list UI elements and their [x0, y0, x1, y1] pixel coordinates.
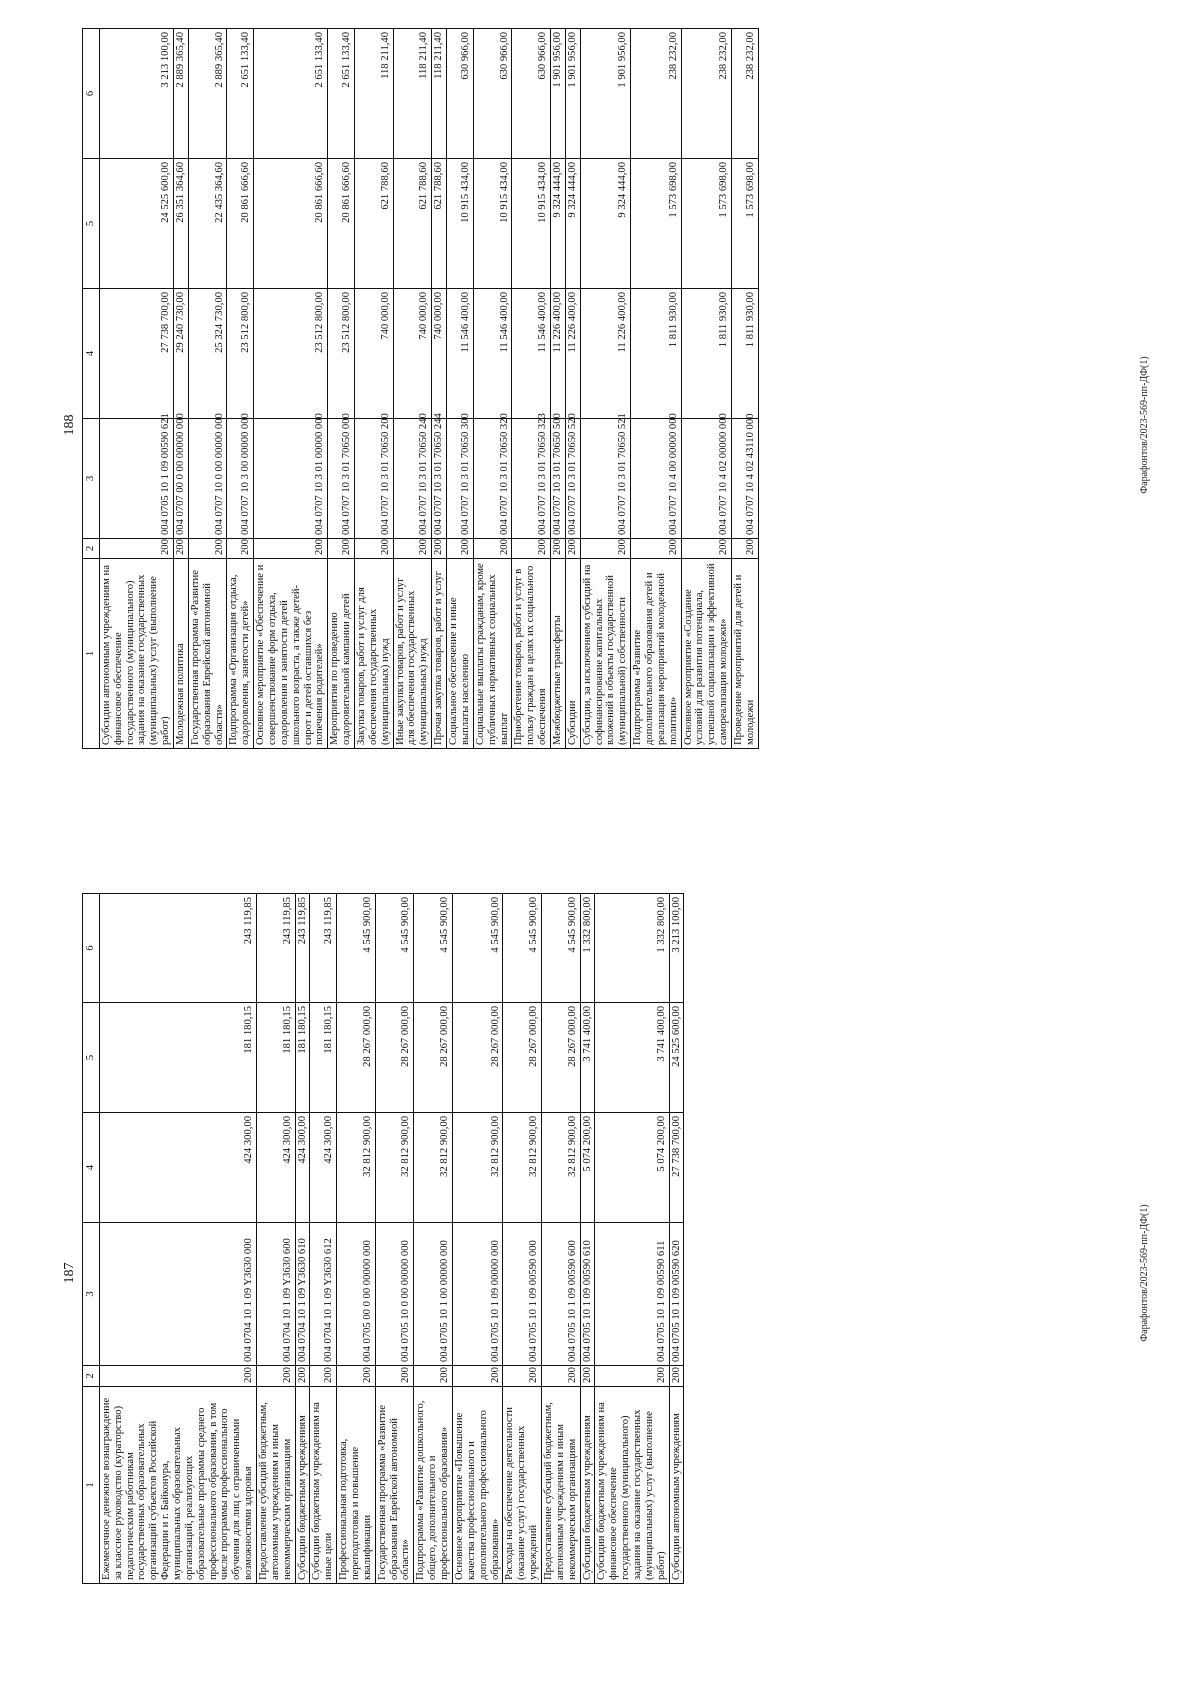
row-amount-cell: 3 741 400,00 — [595, 1003, 669, 1113]
row-amount-cell: 238 232,00 — [631, 29, 681, 159]
row-amount-cell: 32 812 900,00 — [337, 1113, 376, 1223]
row-name-cell: Субсидии автономным учреждениям на финансовое обеспечение государственного (муниципального) задания на оказание государственных (муниципальных) услуг (выполнение работ) — [99, 559, 173, 749]
row-name-cell: Предоставление субсидий бюджетным, автономным учреждениям и иным некоммерческим организациям — [257, 1387, 296, 1584]
table-row — [452, 894, 502, 1584]
row-kbk-cell: 004 0704 10 1 09 Y3630 612 — [310, 1223, 337, 1366]
header-row — [83, 894, 100, 1584]
row-amount-cell: 26 351 364,60 — [174, 159, 189, 289]
row-kbk-cell: 004 0705 10 1 09 00590 621 — [99, 419, 173, 539]
row-amount-cell: 11 546 400,00 — [512, 289, 551, 419]
row-amount-cell: 2 651 133,40 — [254, 29, 328, 159]
row-amount-cell: 3 741 400,00 — [580, 1003, 595, 1113]
row-amount-cell: 32 812 900,00 — [452, 1113, 502, 1223]
row-amount-cell: 1 901 956,00 — [565, 29, 580, 159]
row-kbk-cell: 004 0707 10 3 01 70650 521 — [580, 419, 630, 539]
row-kbk-cell: 004 0705 10 1 09 00590 620 — [669, 1223, 684, 1366]
row-code-cell: 200 — [310, 1366, 337, 1387]
row-amount-cell: 4 545 900,00 — [414, 894, 453, 1003]
row-kbk-cell: 004 0705 10 1 09 00590 611 — [595, 1223, 669, 1366]
table-row — [414, 894, 453, 1584]
row-kbk-cell: 004 0707 10 3 01 70650 500 — [550, 419, 565, 539]
table-row — [337, 894, 376, 1584]
row-name-cell: Проведение мероприятий для детей и молодежи — [731, 559, 758, 749]
row-amount-cell: 243 119,85 — [99, 894, 256, 1003]
col-header: 2 — [83, 539, 100, 559]
col-header: 4 — [83, 289, 100, 419]
col-header: 2 — [83, 1366, 100, 1387]
row-kbk-cell: 004 0705 10 1 00 00000 000 — [414, 1223, 453, 1366]
table-row — [99, 894, 256, 1584]
row-amount-cell: 28 267 000,00 — [503, 1003, 542, 1113]
col-header: 3 — [83, 1223, 100, 1366]
row-amount-cell: 740 000,00 — [393, 289, 432, 419]
row-name-cell: Мероприятия по проведению оздоровительной кампании детей — [328, 559, 355, 749]
col-header: 1 — [83, 1387, 100, 1584]
row-name-cell: Государственная программа «Развитие образования Еврейской автономной области» — [188, 559, 227, 749]
row-amount-cell: 621 788,60 — [393, 159, 432, 289]
row-name-cell: Приобретение товаров, работ и услуг в пользу граждан в целях их социального обеспечения — [512, 559, 551, 749]
row-amount-cell: 3 213 100,00 — [669, 894, 684, 1003]
row-amount-cell: 24 525 600,00 — [669, 1003, 684, 1113]
row-name-cell: Расходы на обеспечение деятельности (оказание услуг) государственных учреждений — [503, 1387, 542, 1584]
row-kbk-cell: 004 0704 10 1 09 Y3630 610 — [295, 1223, 310, 1366]
row-amount-cell: 1 573 698,00 — [681, 159, 731, 289]
col-header: 5 — [83, 159, 100, 289]
row-code-cell: 200 — [414, 1366, 453, 1387]
row-amount-cell: 29 240 730,00 — [174, 289, 189, 419]
row-kbk-cell: 004 0704 10 1 09 Y3630 000 — [99, 1223, 256, 1366]
col-header: 3 — [83, 419, 100, 539]
col-header: 1 — [83, 559, 100, 749]
row-kbk-cell: 004 0707 10 3 01 70650 320 — [473, 419, 512, 539]
row-kbk-cell: 004 0707 10 3 01 70650 323 — [512, 419, 551, 539]
row-amount-cell: 3 213 100,00 — [99, 29, 173, 159]
row-amount-cell: 1 811 930,00 — [681, 289, 731, 419]
row-kbk-cell: 004 0707 10 4 00 00000 000 — [631, 419, 681, 539]
table-row — [174, 29, 189, 749]
row-kbk-cell: 004 0707 10 3 01 70650 000 — [328, 419, 355, 539]
row-amount-cell: 27 738 700,00 — [669, 1113, 684, 1223]
table-row — [512, 29, 551, 749]
table-row — [188, 29, 227, 749]
row-amount-cell: 630 966,00 — [473, 29, 512, 159]
row-code-cell: 200 — [355, 539, 394, 559]
document-footer: Фарафонтов/2023-569-пп-ДФ(1) — [1139, 356, 1150, 494]
row-amount-cell: 424 300,00 — [310, 1113, 337, 1223]
page-188 — [0, 1, 1200, 849]
row-amount-cell: 32 812 900,00 — [541, 1113, 580, 1223]
row-code-cell: 200 — [447, 539, 474, 559]
row-amount-cell: 28 267 000,00 — [375, 1003, 414, 1113]
row-amount-cell: 24 525 600,00 — [99, 159, 173, 289]
row-amount-cell: 2 889 365,40 — [174, 29, 189, 159]
row-kbk-cell: 004 0707 10 3 01 70650 300 — [447, 419, 474, 539]
row-amount-cell: 181 180,15 — [310, 1003, 337, 1113]
row-name-cell: Социальные выплаты гражданам, кроме публичных нормативных социальных выплат — [473, 559, 512, 749]
row-name-cell: Субсидии бюджетным учреждениям на иные цели — [310, 1387, 337, 1584]
row-code-cell: 200 — [580, 1366, 595, 1387]
row-kbk-cell: 004 0705 10 1 09 00000 000 — [452, 1223, 502, 1366]
row-amount-cell: 25 324 730,00 — [188, 289, 227, 419]
row-amount-cell: 424 300,00 — [99, 1113, 256, 1223]
row-name-cell: Государственная программа «Развитие образования Еврейской автономной области» — [375, 1387, 414, 1584]
row-kbk-cell: 004 0705 10 1 09 00590 600 — [541, 1223, 580, 1366]
row-amount-cell: 32 812 900,00 — [414, 1113, 453, 1223]
row-amount-cell: 1 901 956,00 — [550, 29, 565, 159]
table-row — [227, 29, 254, 749]
table-row — [254, 29, 328, 749]
row-kbk-cell: 004 0707 10 4 02 00000 000 — [681, 419, 731, 539]
table-row — [257, 894, 296, 1584]
row-amount-cell: 4 545 900,00 — [375, 894, 414, 1003]
row-amount-cell: 118 211,40 — [355, 29, 394, 159]
row-amount-cell: 23 512 800,00 — [328, 289, 355, 419]
row-name-cell: Подпрограмма «Развитие дошкольного, общего, дополнительного и профессионального образования» — [414, 1387, 453, 1584]
row-name-cell: Иные закупки товаров, работ и услуг для обеспечения государственных (муниципальных) нужд — [393, 559, 432, 749]
row-name-cell: Основное мероприятие «Обеспечение и совершенствование форм отдыха, оздоровления и занятости детей школьного возраста, а также детей-сирот и детей оставшихся без попечения родителей» — [254, 559, 328, 749]
row-amount-cell: 2 651 133,40 — [328, 29, 355, 159]
row-amount-cell: 9 324 444,00 — [565, 159, 580, 289]
row-code-cell: 200 — [188, 539, 227, 559]
row-amount-cell: 5 074 200,00 — [580, 1113, 595, 1223]
row-kbk-cell: 004 0707 10 3 01 70650 244 — [432, 419, 447, 539]
table-row — [393, 29, 432, 749]
row-code-cell: 200 — [393, 539, 432, 559]
row-code-cell: 200 — [174, 539, 189, 559]
row-code-cell: 200 — [227, 539, 254, 559]
row-amount-cell: 28 267 000,00 — [452, 1003, 502, 1113]
row-name-cell: Субсидии бюджетным учреждениям — [295, 1387, 310, 1584]
row-code-cell: 200 — [550, 539, 565, 559]
row-name-cell: Подпрограмма «Развитие дополнительного образования детей и реализация мероприятий молодежной политики» — [631, 559, 681, 749]
row-code-cell: 200 — [565, 539, 580, 559]
row-kbk-cell: 004 0707 10 3 01 70650 240 — [393, 419, 432, 539]
table-row — [550, 29, 565, 749]
row-code-cell: 200 — [503, 1366, 542, 1387]
row-code-cell: 200 — [541, 1366, 580, 1387]
row-name-cell: Субсидии бюджетным учреждениям — [580, 1387, 595, 1584]
row-code-cell: 200 — [681, 539, 731, 559]
row-code-cell: 200 — [731, 539, 758, 559]
row-amount-cell: 1 811 930,00 — [731, 289, 758, 419]
row-amount-cell: 11 226 400,00 — [580, 289, 630, 419]
row-amount-cell: 1 901 956,00 — [580, 29, 630, 159]
budget-table — [82, 28, 759, 749]
row-kbk-cell: 004 0705 10 1 09 00590 610 — [580, 1223, 595, 1366]
row-amount-cell: 28 267 000,00 — [541, 1003, 580, 1113]
row-name-cell: Предоставление субсидий бюджетным, автономным учреждениям и иным некоммерческим организациям — [541, 1387, 580, 1584]
table-row — [580, 29, 630, 749]
row-amount-cell: 2 889 365,40 — [188, 29, 227, 159]
row-amount-cell: 9 324 444,00 — [580, 159, 630, 289]
row-name-cell: Основное мероприятие «Создание условий для развития потенциала, успешной социализации и эффективной самореализации молодежи» — [681, 559, 731, 749]
row-name-cell: Закупка товаров, работ и услуг для обеспечения государственных (муниципальных) нужд — [355, 559, 394, 749]
row-amount-cell: 621 788,60 — [432, 159, 447, 289]
table-row — [447, 29, 474, 749]
row-amount-cell: 181 180,15 — [257, 1003, 296, 1113]
row-code-cell: 200 — [99, 1366, 256, 1387]
table-row — [595, 894, 669, 1584]
row-amount-cell: 11 546 400,00 — [447, 289, 474, 419]
row-amount-cell: 5 074 200,00 — [595, 1113, 669, 1223]
row-name-cell: Социальное обеспечение и иные выплаты населению — [447, 559, 474, 749]
row-amount-cell: 4 545 900,00 — [337, 894, 376, 1003]
row-name-cell: Субсидии, за исключением субсидий на софинансирование капитальных вложений в объекты государственной (муниципальной) собственности — [580, 559, 630, 749]
row-amount-cell: 23 512 800,00 — [254, 289, 328, 419]
row-amount-cell: 740 000,00 — [355, 289, 394, 419]
row-kbk-cell: 004 0707 00 0 00 00000 000 — [174, 419, 189, 539]
row-code-cell: 200 — [254, 539, 328, 559]
row-amount-cell: 4 545 900,00 — [452, 894, 502, 1003]
table-row — [375, 894, 414, 1584]
row-kbk-cell: 004 0704 10 1 09 Y3630 600 — [257, 1223, 296, 1366]
row-amount-cell: 28 267 000,00 — [414, 1003, 453, 1113]
row-amount-cell: 4 545 900,00 — [503, 894, 542, 1003]
budget-table — [82, 893, 684, 1584]
row-code-cell: 200 — [452, 1366, 502, 1387]
table-row — [631, 29, 681, 749]
col-header: 6 — [83, 894, 100, 1003]
row-code-cell: 200 — [257, 1366, 296, 1387]
table-row — [681, 29, 731, 749]
row-code-cell: 200 — [432, 539, 447, 559]
row-amount-cell: 4 545 900,00 — [541, 894, 580, 1003]
row-kbk-cell: 004 0707 10 3 01 00000 000 — [254, 419, 328, 539]
row-amount-cell: 424 300,00 — [257, 1113, 296, 1223]
table-row — [99, 29, 173, 749]
row-name-cell: Ежемесячное денежное вознаграждение за классное руководство (кураторство) педагогическим работникам государственных образовательных организаций субъектов Российской Федерации и г. Байконура, муниципальных образовательных организаций, реализующих образовательные программы среднего профессионального образования, в том числе программы профессионального обучения для лиц с ограниченными возможностями здоровья — [99, 1387, 256, 1584]
row-name-cell: Молодежная политика — [174, 559, 189, 749]
table-row — [295, 894, 310, 1584]
table-body — [99, 894, 684, 1584]
row-code-cell: 200 — [375, 1366, 414, 1387]
document-footer: Фарафонтов/2023-569-пп-ДФ(1) — [1139, 1204, 1150, 1342]
row-amount-cell: 20 861 666,60 — [254, 159, 328, 289]
table-row — [565, 29, 580, 749]
row-amount-cell: 11 546 400,00 — [473, 289, 512, 419]
row-amount-cell: 10 915 434,00 — [473, 159, 512, 289]
row-amount-cell: 238 232,00 — [681, 29, 731, 159]
row-amount-cell: 27 738 700,00 — [99, 289, 173, 419]
row-name-cell: Субсидии — [565, 559, 580, 749]
row-amount-cell: 181 180,15 — [295, 1003, 310, 1113]
row-amount-cell: 1 573 698,00 — [631, 159, 681, 289]
table-row — [503, 894, 542, 1584]
row-name-cell: Субсидии автономным учреждениям — [669, 1387, 684, 1584]
row-amount-cell: 22 435 364,60 — [188, 159, 227, 289]
table-row — [473, 29, 512, 749]
row-amount-cell: 2 651 133,40 — [227, 29, 254, 159]
row-amount-cell: 243 119,85 — [257, 894, 296, 1003]
col-header: 4 — [83, 1113, 100, 1223]
row-kbk-cell: 004 0707 10 3 01 70650 200 — [355, 419, 394, 539]
row-amount-cell: 118 211,40 — [432, 29, 447, 159]
table-row — [328, 29, 355, 749]
row-name-cell: Субсидии бюджетным учреждениям на финансовое обеспечение государственного (муниципального) задания на оказание государственных (муниципальных) услуг (выполнение работ) — [595, 1387, 669, 1584]
row-kbk-cell: 004 0705 00 0 00 00000 000 — [337, 1223, 376, 1366]
table-body — [99, 29, 758, 749]
row-kbk-cell: 004 0707 10 3 00 00000 000 — [227, 419, 254, 539]
row-amount-cell: 32 812 900,00 — [375, 1113, 414, 1223]
row-amount-cell: 23 512 800,00 — [227, 289, 254, 419]
row-amount-cell: 9 324 444,00 — [550, 159, 565, 289]
row-kbk-cell: 004 0705 10 0 00 00000 000 — [375, 1223, 414, 1366]
row-amount-cell: 11 226 400,00 — [565, 289, 580, 419]
row-amount-cell: 10 915 434,00 — [512, 159, 551, 289]
row-amount-cell: 1 332 800,00 — [580, 894, 595, 1003]
row-amount-cell: 740 000,00 — [432, 289, 447, 419]
row-code-cell: 200 — [595, 1366, 669, 1387]
row-kbk-cell: 004 0707 10 0 00 00000 000 — [188, 419, 227, 539]
table-row — [669, 894, 684, 1584]
table-row — [310, 894, 337, 1584]
row-amount-cell: 118 211,40 — [393, 29, 432, 159]
row-code-cell: 200 — [473, 539, 512, 559]
row-amount-cell: 181 180,15 — [99, 1003, 256, 1113]
row-amount-cell: 243 119,85 — [295, 894, 310, 1003]
row-amount-cell: 11 226 400,00 — [550, 289, 565, 419]
row-amount-cell: 630 966,00 — [447, 29, 474, 159]
page-number: 187 — [62, 1262, 77, 1284]
row-kbk-cell: 004 0705 10 1 09 00590 000 — [503, 1223, 542, 1366]
row-amount-cell: 10 915 434,00 — [447, 159, 474, 289]
row-code-cell: 200 — [99, 539, 173, 559]
row-amount-cell: 1 573 698,00 — [731, 159, 758, 289]
row-amount-cell: 20 861 666,60 — [227, 159, 254, 289]
col-header: 5 — [83, 1003, 100, 1113]
row-amount-cell: 621 788,60 — [355, 159, 394, 289]
row-name-cell: Межбюджетные трансферты — [550, 559, 565, 749]
row-name-cell: Профессиональная подготовка, переподготовка и повышение квалификации — [337, 1387, 376, 1584]
table-row — [355, 29, 394, 749]
table-row — [541, 894, 580, 1584]
page-number: 188 — [62, 414, 77, 436]
row-code-cell: 200 — [295, 1366, 310, 1387]
row-name-cell: Основное мероприятие «Повышение качества профессионального и дополнительного профессионального образования» — [452, 1387, 502, 1584]
row-amount-cell: 28 267 000,00 — [337, 1003, 376, 1113]
row-amount-cell: 20 861 666,60 — [328, 159, 355, 289]
table-row — [432, 29, 447, 749]
table-row — [580, 894, 595, 1584]
row-amount-cell: 32 812 900,00 — [503, 1113, 542, 1223]
row-name-cell: Подпрограмма «Организация отдыха, оздоровления, занятости детей» — [227, 559, 254, 749]
row-name-cell: Прочая закупка товаров, работ и услуг — [432, 559, 447, 749]
row-amount-cell: 1 332 800,00 — [595, 894, 669, 1003]
row-code-cell: 200 — [631, 539, 681, 559]
row-kbk-cell: 004 0707 10 4 02 43110 000 — [731, 419, 758, 539]
row-code-cell: 200 — [512, 539, 551, 559]
row-code-cell: 200 — [337, 1366, 376, 1387]
row-code-cell: 200 — [580, 539, 630, 559]
row-code-cell: 200 — [328, 539, 355, 559]
col-header: 6 — [83, 29, 100, 159]
row-kbk-cell: 004 0707 10 3 01 70650 520 — [565, 419, 580, 539]
row-amount-cell: 424 300,00 — [295, 1113, 310, 1223]
row-amount-cell: 238 232,00 — [731, 29, 758, 159]
table-row — [731, 29, 758, 749]
row-amount-cell: 630 966,00 — [512, 29, 551, 159]
row-amount-cell: 1 811 930,00 — [631, 289, 681, 419]
row-code-cell: 200 — [669, 1366, 684, 1387]
row-amount-cell: 243 119,85 — [310, 894, 337, 1003]
header-row — [83, 29, 100, 749]
page-187 — [0, 849, 1200, 1697]
